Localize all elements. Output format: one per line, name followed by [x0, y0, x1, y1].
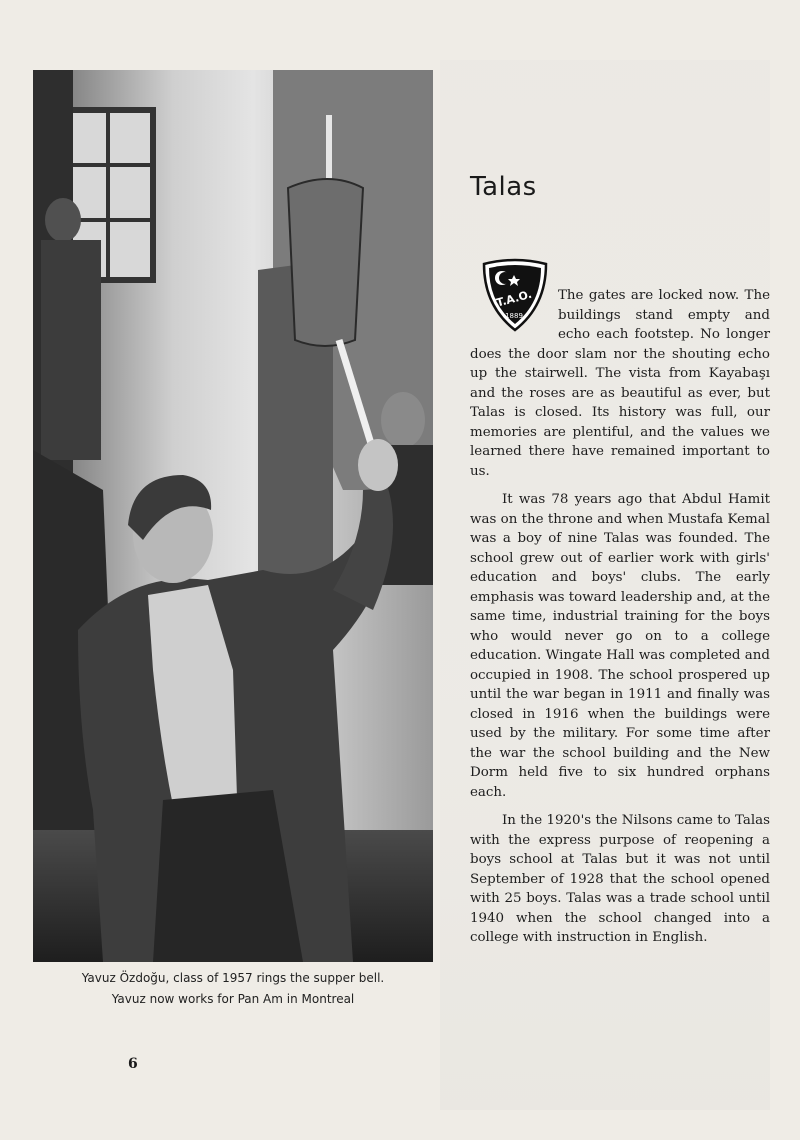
page-number: 6	[128, 1056, 138, 1072]
page-title: Talas	[470, 172, 537, 202]
article-body	[470, 286, 770, 957]
crest-year-text: 1889	[505, 312, 523, 320]
bell-photo	[33, 70, 433, 962]
article-paragraph-1: The gates are locked now. The buildings stand empty and echo each footstep. No longer does the door slam nor the shouting echo up the stairwell. The vista from Kayabaşı and the roses are as beautiful as ever, but Talas is closed. Its history was full, our memories are plentiful, and the values we learned there have remained important to us.	[470, 288, 770, 479]
caption-line-1: Yavuz Özdoğu, class of 1957 rings the supper bell.	[81, 971, 385, 985]
article-paragraph-2: It was 78 years ago that Abdul Hamit was on the throne and when Mustafa Kemal was a boy of nine Talas was founded. The school grew out of earlier work with girls' education and boys' clubs. The early emphasis was toward leadership and, at the same time, industrial training for the boys who would never go on to a college education. Wingate Hall was completed and occupied in 1908. The school prospered up until the war began in 1911 and finally was closed in 1916 when the buildings were used by the military. For some time after the war the school building and the New Dorm held five to six hundred orphans each.	[470, 492, 770, 800]
crest-float-spacer	[470, 286, 558, 344]
caption-line-2: Yavuz now works for Pan Am in Montreal	[111, 992, 355, 1006]
photo-caption	[33, 968, 433, 1010]
article-paragraph-3: In the 1920's the Nilsons came to Talas with the express purpose of reopening a boys school at Talas but it was not until September of 1928 that the school opened with 25 boys. Talas was a trade school until 1940 when the school changed into a college with instruction in English.	[470, 813, 770, 945]
crest-emblem-text: T.A.O.	[494, 287, 534, 310]
